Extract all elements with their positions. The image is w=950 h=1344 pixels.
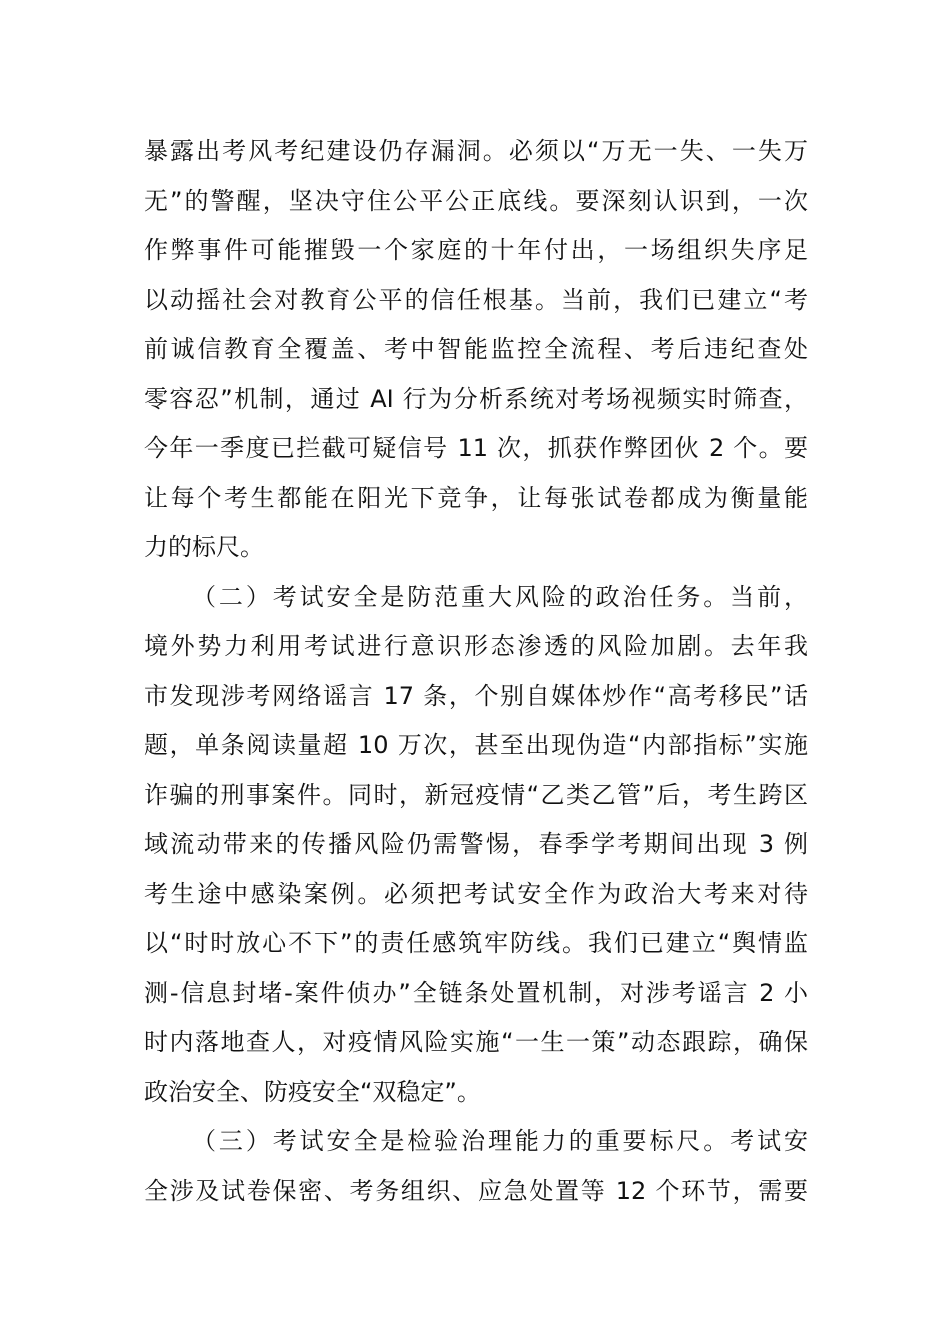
text-line: 测-信息封堵-案件侦办”全链条处置机制，对涉考谣言 2 小	[144, 978, 808, 1007]
text-line: （三）考试安全是检验治理能力的重要标尺。考试安	[192, 1127, 808, 1155]
text-line: 境外势力利用考试进行意识形态渗透的风险加剧。去年我	[144, 632, 808, 660]
text-line: 诈骗的刑事案件。同时，新冠疫情“乙类乙管”后，考生跨区	[144, 780, 808, 809]
text-line: 时内落地查人，对疫情风险实施“一生一策”动态跟踪，确保	[144, 1028, 808, 1056]
text-line: 考生途中感染案例。必须把考试安全作为政治大考来对待	[144, 879, 808, 908]
text-line: 力的标尺。	[144, 533, 264, 561]
text-line: 域流动带来的传播风险仍需警惕，春季学考期间出现 3 例	[144, 830, 808, 858]
text-line: 政治安全、防疫安全“双稳定”。	[144, 1077, 481, 1106]
text-line: 以动摇社会对教育公平的信任根基。当前，我们已建立“考	[144, 285, 808, 314]
body-text	[144, 127, 808, 1216]
text-line: 以“时时放心不下”的责任感筑牢防线。我们已建立“舆情监	[144, 929, 808, 957]
text-line: 无”的警醒，坚决守住公平公正底线。要深刻认识到，一次	[144, 186, 808, 215]
text-line: 今年一季度已拦截可疑信号 11 次，抓获作弊团伙 2 个。要	[144, 434, 808, 462]
text-line: 零容忍”机制，通过 AI 行为分析系统对考场视频实时筛查，	[144, 384, 808, 413]
text-line: 作弊事件可能摧毁一个家庭的十年付出，一场组织失序足	[144, 236, 808, 264]
text-line: 前诚信教育全覆盖、考中智能监控全流程、考后违纪查处	[144, 335, 808, 363]
text-line: 让每个考生都能在阳光下竞争，让每张试卷都成为衡量能	[144, 483, 808, 512]
text-line: 题，单条阅读量超 10 万次，甚至出现伪造“内部指标”实施	[144, 731, 808, 759]
text-line: 市发现涉考网络谣言 17 条，个别自媒体炒作“高考移民”话	[144, 681, 808, 710]
text-line: 暴露出考风考纪建设仍存漏洞。必须以“万无一失、一失万	[144, 137, 808, 165]
text-line: （二）考试安全是防范重大风险的政治任务。当前，	[192, 582, 808, 611]
text-line: 全涉及试卷保密、考务组织、应急处置等 12 个环节，需要	[144, 1176, 808, 1205]
